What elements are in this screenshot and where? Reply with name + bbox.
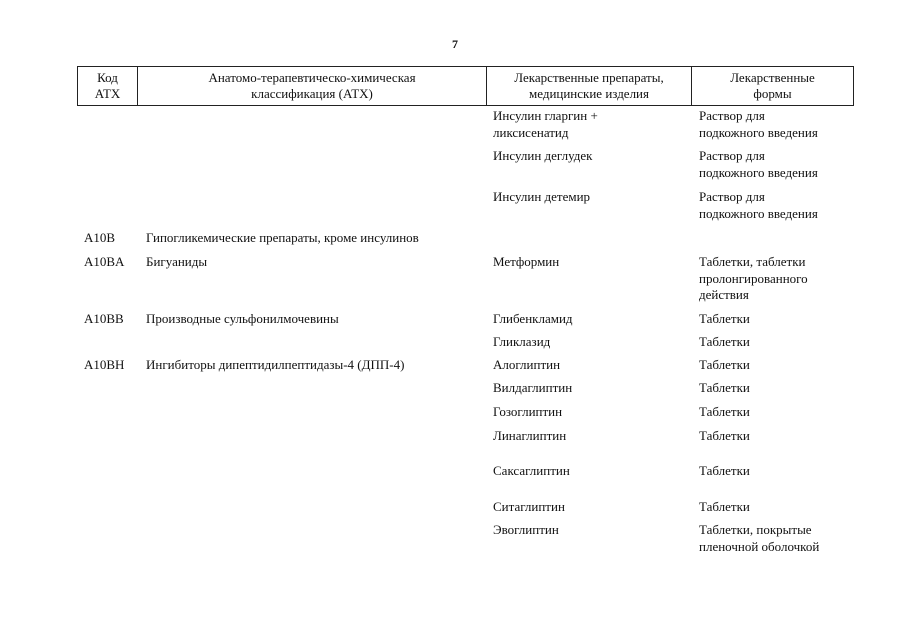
row-code: A10BH [84,357,125,372]
row-form: Таблетки [699,428,750,443]
header-drugs: Лекарственные препараты, медицинские изделия [487,67,692,105]
row-drug: Метформин [493,254,560,269]
header-classification: Анатомо-терапевтическо-химическая классификация (АТХ) [138,67,487,105]
row-form: Таблетки, таблетки пролонгированного действия [699,254,808,302]
row-code: A10B [84,230,116,245]
row-drug: Алоглиптин [493,357,561,372]
row-drug: Эвоглиптин [493,522,559,537]
row-drug: Линаглиптин [493,428,567,443]
row-form: Раствор для подкожного введения [699,108,818,140]
row-form: Таблетки [699,311,750,326]
row-drug: Глибенкламид [493,311,573,326]
row-form: Таблетки, покрытые пленочной оболочкой [699,522,820,554]
page-number: 7 [452,37,458,51]
row-drug: Инсулин деглудек [493,148,593,163]
row-form: Таблетки [699,404,750,419]
row-drug: Вилдаглиптин [493,380,573,395]
row-drug: Ситаглиптин [493,499,565,514]
row-form: Раствор для подкожного введения [699,148,818,180]
row-form: Таблетки [699,499,750,514]
row-form: Таблетки [699,334,750,349]
row-form: Раствор для подкожного введения [699,189,818,221]
row-classification: Ингибиторы дипептидилпептидазы-4 (ДПП-4) [146,357,405,372]
header-code: Код АТХ [78,67,138,105]
row-classification: Производные сульфонилмочевины [146,311,339,326]
row-drug: Саксаглиптин [493,463,570,478]
row-classification: Бигуаниды [146,254,208,269]
row-drug: Инсулин детемир [493,189,591,204]
row-form: Таблетки [699,463,750,478]
row-form: Таблетки [699,357,750,372]
row-form: Таблетки [699,380,750,395]
row-drug: Инсулин гларгин + ликсисенатид [493,108,598,140]
row-drug: Гликлазид [493,334,551,349]
header-forms: Лекарственные формы [730,70,815,101]
row-drug: Гозоглиптин [493,404,563,419]
row-code: A10BA [84,254,125,269]
row-classification: Гипогликемические препараты, кроме инсулинов [146,230,419,245]
row-code: A10BB [84,311,124,326]
